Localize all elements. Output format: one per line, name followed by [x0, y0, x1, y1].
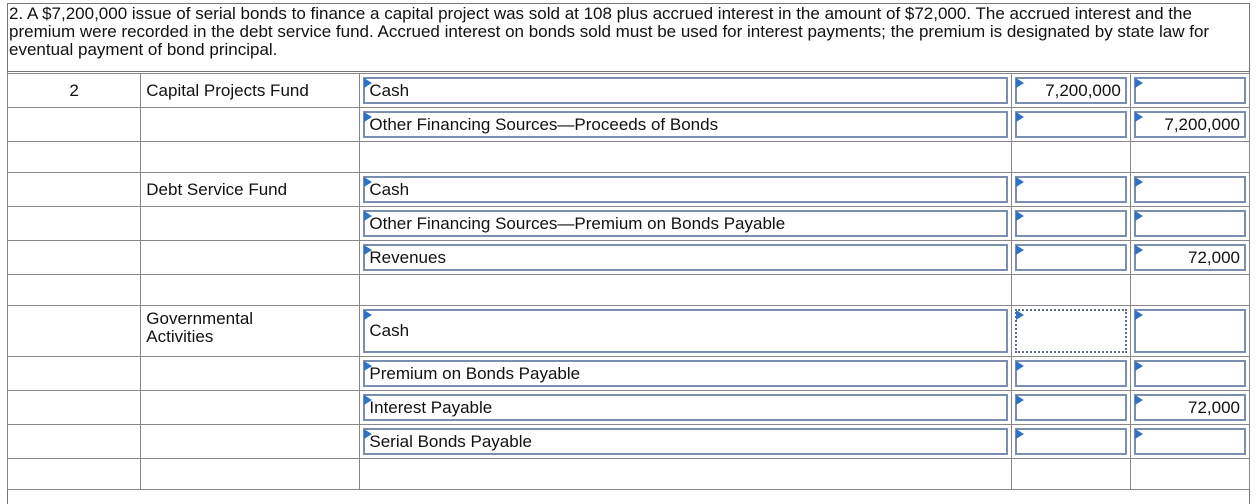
account-value: Revenues — [369, 247, 446, 267]
entry-number — [8, 108, 141, 142]
credit-input[interactable] — [1134, 77, 1246, 104]
credit-cell — [1130, 425, 1249, 459]
entry-number — [8, 275, 141, 306]
entry-number — [8, 241, 141, 275]
credit-input[interactable] — [1134, 244, 1246, 271]
debit-input[interactable] — [1015, 428, 1127, 455]
input-marker-icon — [1016, 245, 1024, 255]
entry-number — [8, 142, 141, 173]
credit-input[interactable] — [1134, 309, 1246, 353]
account-cell — [360, 391, 1011, 425]
debit-input[interactable] — [1015, 394, 1127, 421]
account-value: Cash — [369, 80, 410, 100]
account-dropdown[interactable] — [363, 77, 1007, 104]
input-marker-icon — [1016, 211, 1024, 221]
debit-cell — [1011, 425, 1130, 459]
fund-label: Governmental Activities — [141, 306, 360, 357]
account-dropdown[interactable] — [363, 428, 1007, 455]
entry-number — [8, 425, 141, 459]
fund-label — [141, 357, 360, 391]
account-dropdown[interactable] — [363, 309, 1007, 353]
question-divider — [7, 71, 1250, 72]
table-row — [8, 173, 1250, 207]
debit-cell — [1011, 357, 1130, 391]
input-marker-icon — [1016, 395, 1024, 405]
credit-input[interactable] — [1134, 360, 1246, 387]
account-dropdown[interactable] — [363, 244, 1007, 271]
input-marker-icon — [1135, 112, 1143, 122]
input-marker-icon — [1016, 177, 1024, 187]
credit-cell — [1130, 241, 1249, 275]
fund-label — [141, 207, 360, 241]
debit-input[interactable] — [1015, 309, 1127, 353]
fund-label — [141, 459, 360, 490]
credit-cell — [1130, 391, 1249, 425]
input-marker-icon — [1016, 78, 1024, 88]
debit-input[interactable] — [1015, 77, 1127, 104]
account-cell — [360, 207, 1011, 241]
dropdown-marker-icon — [364, 395, 372, 405]
dropdown-marker-icon — [364, 429, 372, 439]
entry-number — [8, 306, 141, 357]
table-row — [8, 275, 1250, 306]
table-row — [8, 74, 1250, 108]
debit-input[interactable] — [1015, 210, 1127, 237]
fund-label: Capital Projects Fund — [141, 74, 360, 108]
account-cell — [360, 173, 1011, 207]
account-dropdown[interactable] — [363, 176, 1007, 203]
fund-label — [141, 391, 360, 425]
debit-input[interactable] — [1015, 360, 1127, 387]
account-value: Premium on Bonds Payable — [369, 363, 581, 383]
account-value: Interest Payable — [369, 397, 493, 417]
debit-input[interactable] — [1015, 244, 1127, 271]
table-row — [8, 459, 1250, 490]
journal-entry-table — [7, 73, 1250, 490]
account-cell — [360, 142, 1011, 173]
account-dropdown[interactable] — [363, 394, 1007, 421]
credit-cell — [1130, 357, 1249, 391]
dropdown-marker-icon — [364, 78, 372, 88]
input-marker-icon — [1135, 395, 1143, 405]
dropdown-marker-icon — [364, 177, 372, 187]
debit-cell — [1011, 142, 1130, 173]
credit-cell — [1130, 207, 1249, 241]
input-marker-icon — [1016, 112, 1024, 122]
input-marker-icon — [1135, 177, 1143, 187]
credit-input[interactable] — [1134, 210, 1246, 237]
dropdown-marker-icon — [364, 211, 372, 221]
input-marker-icon — [1135, 361, 1143, 371]
input-marker-icon — [1135, 310, 1143, 320]
account-value: Other Financing Sources—Proceeds of Bonds — [369, 114, 719, 134]
debit-value: 7,200,000 — [1045, 80, 1121, 100]
debit-cell — [1011, 74, 1130, 108]
credit-value: 7,200,000 — [1164, 114, 1240, 134]
account-cell — [360, 108, 1011, 142]
question-text: 2. A $7,200,000 issue of serial bonds to finance a capital project was sold at 108 plus accrued interest in the amount of $72,000. The accrued interest and the premium were recorded in the debt service fund. Accrued interest on bonds sold must be used for interest payments; the premium is designated by state law for eventual payment of bond principal. — [9, 4, 1210, 59]
account-value: Other Financing Sources—Premium on Bonds Payable — [369, 213, 786, 233]
account-dropdown[interactable] — [363, 360, 1007, 387]
credit-cell — [1130, 74, 1249, 108]
table-row — [8, 108, 1250, 142]
debit-cell — [1011, 275, 1130, 306]
debit-cell — [1011, 207, 1130, 241]
input-marker-icon — [1135, 211, 1143, 221]
account-value: Serial Bonds Payable — [369, 431, 532, 451]
account-cell — [360, 425, 1011, 459]
dropdown-marker-icon — [364, 112, 372, 122]
input-marker-icon — [1016, 310, 1024, 320]
table-row — [8, 306, 1250, 357]
account-value: Cash — [369, 179, 410, 199]
fund-label — [141, 275, 360, 306]
fund-label — [141, 142, 360, 173]
table-row — [8, 357, 1250, 391]
debit-input[interactable] — [1015, 176, 1127, 203]
debit-cell — [1011, 108, 1130, 142]
entry-number: 2 — [8, 74, 141, 108]
entry-number — [8, 207, 141, 241]
account-cell — [360, 459, 1011, 490]
credit-cell — [1130, 275, 1249, 306]
entry-number — [8, 357, 141, 391]
credit-cell — [1130, 173, 1249, 207]
credit-input[interactable] — [1134, 111, 1246, 138]
credit-input[interactable] — [1134, 428, 1246, 455]
fund-label — [141, 241, 360, 275]
credit-input[interactable] — [1134, 394, 1246, 421]
entry-number — [8, 173, 141, 207]
fund-label: Debt Service Fund — [141, 173, 360, 207]
account-dropdown[interactable] — [363, 210, 1007, 237]
account-cell — [360, 241, 1011, 275]
table-row — [8, 142, 1250, 173]
account-cell — [360, 306, 1011, 357]
input-marker-icon — [1016, 429, 1024, 439]
table-row — [8, 425, 1250, 459]
input-marker-icon — [1016, 361, 1024, 371]
account-value: Cash — [369, 321, 410, 340]
credit-value: 72,000 — [1188, 247, 1240, 267]
dropdown-marker-icon — [364, 361, 372, 371]
debit-cell — [1011, 173, 1130, 207]
fund-label — [141, 425, 360, 459]
debit-cell — [1011, 459, 1130, 490]
credit-cell — [1130, 108, 1249, 142]
entry-number — [8, 391, 141, 425]
table-row — [8, 391, 1250, 425]
debit-cell — [1011, 306, 1130, 357]
debit-input[interactable] — [1015, 111, 1127, 138]
debit-cell — [1011, 241, 1130, 275]
credit-value: 72,000 — [1188, 397, 1240, 417]
dropdown-marker-icon — [364, 310, 372, 320]
account-cell — [360, 275, 1011, 306]
input-marker-icon — [1135, 245, 1143, 255]
credit-cell — [1130, 306, 1249, 357]
fund-label — [141, 108, 360, 142]
account-cell — [360, 357, 1011, 391]
input-marker-icon — [1135, 78, 1143, 88]
dropdown-marker-icon — [364, 245, 372, 255]
debit-cell — [1011, 391, 1130, 425]
table-row — [8, 207, 1250, 241]
account-cell — [360, 74, 1011, 108]
credit-input[interactable] — [1134, 176, 1246, 203]
credit-cell — [1130, 459, 1249, 490]
credit-cell — [1130, 142, 1249, 173]
entry-number — [8, 459, 141, 490]
input-marker-icon — [1135, 429, 1143, 439]
account-dropdown[interactable] — [363, 111, 1007, 138]
table-row — [8, 241, 1250, 275]
